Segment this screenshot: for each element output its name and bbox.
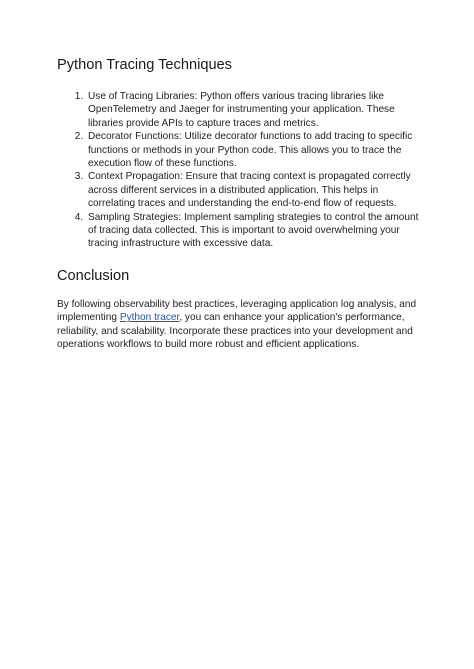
list-item: 2. Decorator Functions: Utilize decorator functions to add tracing to specific functions or methods in your Python code. This allows you to trace the execution flow of these functions. [86, 130, 422, 170]
conclusion-text-start: By following observability best practices, leveraging application log analysis, and implementing [57, 298, 417, 324]
document-page [57, 56, 422, 352]
list-item: 4. Sampling Strategies: Implement sampling strategies to control the amount of tracing data collected. This is important to avoid overwhelming your tracing infrastructure with excessive data. [86, 211, 422, 251]
python-tracer-link[interactable]: Python tracer [119, 312, 180, 324]
conclusion-text-end: , you can enhance your application's performance, reliability, and scalability. Incorporate these practices into your development and operations workflows to build more robust and efficient applications. [57, 312, 413, 351]
conclusion-paragraph [57, 298, 422, 352]
list-item: 1. Use of Tracing Libraries: Python offers various tracing libraries like OpenTelemetry and Jaeger for instrumenting your application. These libraries provide APIs to capture traces and metrics. [86, 90, 422, 130]
tracing-techniques-list [57, 90, 422, 251]
section-heading-tracing: Python Tracing Techniques [57, 57, 232, 73]
list-item: 3. Context Propagation: Ensure that tracing context is propagated correctly across different services in a distributed application. This helps in correlating traces and understanding the end-to-end flow of requests. [86, 170, 422, 210]
section-heading-conclusion: Conclusion [57, 267, 130, 284]
